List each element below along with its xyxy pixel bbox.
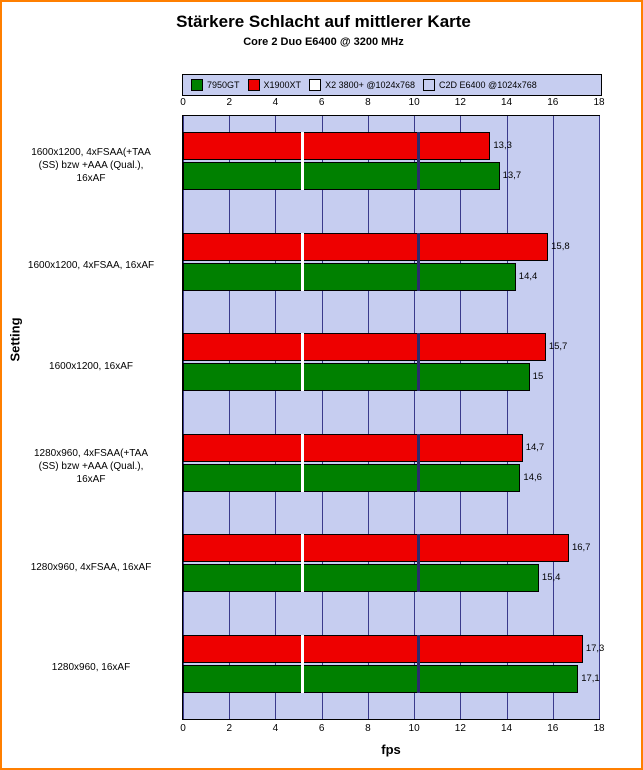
reference-line-x2-3800 (301, 635, 304, 693)
bar-value-label: 13,3 (493, 140, 512, 152)
bar-7950gt (183, 665, 578, 693)
y-axis-category-line: 16xAF (76, 474, 106, 486)
x-axis-tick-label: 4 (272, 97, 279, 108)
x-axis-tick-label: 16 (547, 723, 559, 734)
x-axis-top (180, 97, 605, 113)
bar-value-label: 17,3 (585, 642, 605, 654)
y-axis-category-line: (SS) bzw +AAA (Qual.), (38, 159, 144, 171)
y-axis-category-line: 16xAF (76, 172, 106, 184)
y-axis-labels (2, 115, 180, 720)
y-axis-category-line: (SS) bzw +AAA (Qual.), (38, 461, 144, 473)
legend-label: X2 3800+ @1024x768 (325, 80, 416, 90)
x-axis-tick-label: 18 (593, 97, 605, 108)
bar-value-label: 15,8 (551, 240, 570, 252)
legend-swatch-icon (191, 79, 203, 91)
grid-line (553, 116, 554, 719)
x-axis-tick-label: 10 (408, 723, 420, 734)
grid-line (275, 116, 276, 719)
legend-swatch-icon (423, 79, 435, 91)
x-axis-tick-label: 14 (500, 723, 513, 734)
bar-value-label: 14,7 (525, 441, 545, 453)
x-axis-tick-label: 6 (318, 97, 325, 108)
x-axis-tick-label: 18 (593, 723, 605, 734)
legend-item (309, 79, 415, 91)
bar-7950gt (183, 263, 516, 291)
bar-value-label: 17,1 (581, 672, 600, 684)
reference-line-x2-3800 (301, 333, 304, 391)
y-axis-category-label (2, 661, 180, 674)
bar-x1900xt (183, 333, 546, 361)
y-axis-category-label (2, 360, 180, 373)
chart-subtitle: Core 2 Duo E6400 @ 3200 MHz (243, 36, 404, 48)
x-axis-tick-label: 0 (180, 723, 186, 734)
legend-label: C2D E6400 @1024x768 (439, 80, 537, 90)
legend-item (248, 79, 302, 91)
bar-value-label: 15 (532, 371, 544, 383)
x-axis-bottom (180, 723, 605, 739)
reference-line-x2-3800 (301, 434, 304, 492)
y-axis-category-line: 1600x1200, 4xFSAA(+TAA (31, 146, 151, 158)
plot-area (182, 115, 605, 720)
x-axis-tick-label: 0 (180, 97, 186, 108)
reference-line-c2d-e6400 (417, 233, 420, 291)
bar-x1900xt (183, 635, 583, 663)
grid-line (229, 116, 230, 719)
bar-value-label: 15,7 (548, 341, 568, 353)
legend-swatch-icon (248, 79, 260, 91)
y-axis-title: Setting (7, 317, 23, 362)
y-axis-category-label (2, 259, 180, 272)
reference-line-c2d-e6400 (417, 534, 420, 592)
legend-item (423, 79, 537, 91)
grid-line (322, 116, 323, 719)
x-axis-tick-label: 12 (454, 723, 466, 734)
y-axis-category-line: 1600x1200, 4xFSAA, 16xAF (27, 260, 155, 272)
reference-line-c2d-e6400 (417, 333, 420, 391)
legend-swatch-icon (309, 79, 321, 91)
bar-value-label: 13,7 (502, 170, 522, 182)
x-axis-tick-label: 2 (226, 723, 232, 734)
x-axis-tick-label: 10 (408, 97, 420, 108)
y-axis-category-label (2, 561, 180, 574)
y-axis-category-label (2, 146, 180, 185)
reference-line-c2d-e6400 (417, 132, 420, 190)
x-axis-tick-label: 16 (547, 97, 559, 108)
legend-label: X1900XT (263, 80, 302, 90)
bar-7950gt (183, 363, 530, 391)
x-axis-tick-label: 4 (272, 723, 279, 734)
bar-value-label: 14,6 (523, 471, 542, 483)
bar-value-label: 14,4 (518, 270, 538, 282)
chart-title: Stärkere Schlacht auf mittlerer Karte (176, 12, 471, 31)
x-axis-tick-label: 12 (454, 97, 466, 108)
bar-value-label: 16,7 (571, 542, 591, 554)
reference-line-x2-3800 (301, 534, 304, 592)
bar-7950gt (183, 162, 500, 190)
y-axis-category-line: 1280x960, 16xAF (51, 662, 131, 674)
x-axis-tick-label: 14 (500, 97, 513, 108)
reference-line-x2-3800 (301, 132, 304, 190)
y-axis-category-line: 1600x1200, 16xAF (49, 360, 133, 372)
grid-line (507, 116, 508, 719)
bar-7950gt (183, 564, 539, 592)
bar-7950gt (183, 464, 520, 492)
x-axis-tick-label: 6 (318, 723, 325, 734)
reference-line-c2d-e6400 (417, 434, 420, 492)
legend-item (191, 79, 240, 91)
legend-label: 7950GT (207, 80, 240, 90)
grid-line (599, 116, 600, 719)
grid-line (183, 116, 184, 719)
bar-x1900xt (183, 534, 569, 562)
y-axis-category-label (2, 447, 180, 486)
bar-x1900xt (183, 233, 548, 261)
bar-x1900xt (183, 434, 523, 462)
chart-legend (182, 74, 602, 96)
bar-x1900xt (183, 132, 490, 160)
x-axis-tick-label: 8 (365, 97, 371, 108)
x-axis-title: fps (381, 742, 401, 757)
x-axis-tick-label: 2 (226, 97, 232, 108)
reference-line-x2-3800 (301, 233, 304, 291)
bar-value-label: 15,4 (541, 572, 561, 584)
reference-line-c2d-e6400 (417, 635, 420, 693)
y-axis-category-line: 1280x960, 4xFSAA(+TAA (33, 448, 149, 460)
y-axis-category-line: 1280x960, 4xFSAA, 16xAF (30, 561, 152, 573)
grid-line (368, 116, 369, 719)
grid-line (460, 116, 461, 719)
x-axis-tick-label: 8 (365, 723, 371, 734)
grid-line (414, 116, 415, 719)
